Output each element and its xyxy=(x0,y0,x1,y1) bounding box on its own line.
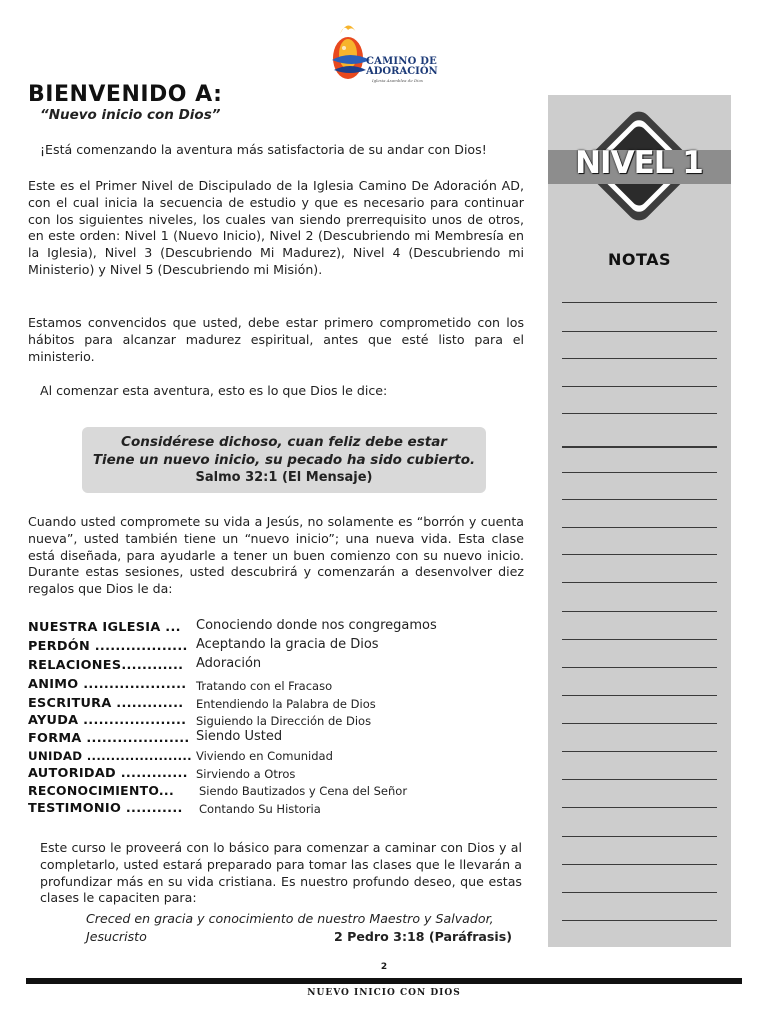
paragraph-god-says: Al comenzar esta aventura, esto es lo que Dios le dice: xyxy=(40,383,388,398)
logo-tagline: Iglesia Asamblea de Dios xyxy=(372,78,423,83)
page-subtitle: “Nuevo inicio con Dios” xyxy=(40,107,221,123)
gift-name: FORMA .................... xyxy=(28,731,190,746)
page-title: BIENVENIDO A: xyxy=(28,82,223,107)
note-line xyxy=(562,527,717,528)
scripture-line-2: Jesucristo xyxy=(86,928,147,944)
gift-description: Siguiendo la Dirección de Dios xyxy=(196,714,372,728)
gift-description: Conociendo donde nos congregamos xyxy=(196,618,437,633)
note-line xyxy=(562,779,717,780)
note-line xyxy=(562,864,717,865)
gift-name: ESCRITURA ............. xyxy=(28,696,184,711)
paragraph-levels: Este es el Primer Nivel de Discipulado de la Iglesia Camino De Adoración AD, con el cual inicia la secuencia de estudio y que es necesario para continuar con los siguientes niveles, los cuales van siendo prerrequisito unos de otros, en este orden: Nivel 1 (Nuevo Inicio), Nivel 2 (Descubriendo mi Membresía en la Iglesia), Nivel 3 (Descubriendo Mi Madurez), Nivel 4 (Descubriendo mi Ministerio) y Nivel 5 (Descubriendo mi Misión). xyxy=(28,178,524,277)
gift-description: Siendo Bautizados y Cena del Señor xyxy=(199,784,408,798)
page-number: 2 xyxy=(380,962,388,972)
gift-name: UNIDAD ...................... xyxy=(28,749,192,763)
note-line xyxy=(562,639,717,640)
note-line xyxy=(562,554,717,555)
footer-divider xyxy=(26,978,742,984)
gift-name: PERDÓN .................. xyxy=(28,639,188,654)
footer-title: NUEVO INICIO CON DIOS xyxy=(307,988,461,998)
gift-description: Viviendo en Comunidad xyxy=(196,749,333,763)
quote-line-2: Tiene un nuevo inicio, su pecado ha sido cubierto. xyxy=(92,452,476,468)
note-line xyxy=(562,582,717,583)
gift-name: AUTORIDAD ............. xyxy=(28,766,188,781)
scripture-reference: 2 Pedro 3:18 (Paráfrasis) xyxy=(334,929,512,944)
note-line xyxy=(562,836,717,837)
note-line xyxy=(562,358,717,359)
note-line xyxy=(562,667,717,668)
gift-name: RELACIONES............ xyxy=(28,658,184,673)
note-line xyxy=(562,472,717,473)
gift-description: Contando Su Historia xyxy=(199,802,321,816)
notes-title: NOTAS xyxy=(607,250,672,269)
gift-description: Siendo Usted xyxy=(196,729,283,744)
note-line xyxy=(562,302,717,303)
gift-description: Aceptando la gracia de Dios xyxy=(196,637,379,652)
gift-description: Tratando con el Fracaso xyxy=(196,679,333,693)
note-line xyxy=(562,413,717,414)
note-line xyxy=(562,920,717,921)
gift-name: ANIMO .................... xyxy=(28,677,187,692)
paragraph-commitment: Estamos convencidos que usted, debe estar primero comprometido con los hábitos para alcanzar madurez espiritual, antes que esté listo para el ministerio. xyxy=(28,315,524,364)
scripture-line-1: Creced en gracia y conocimiento de nuestro Maestro y Salvador, xyxy=(86,911,494,926)
gift-name: NUESTRA IGLESIA ... xyxy=(28,620,181,635)
gift-name: AYUDA .................... xyxy=(28,713,187,728)
gift-name: RECONOCIMIENTO... xyxy=(28,783,174,798)
note-line xyxy=(562,386,717,387)
note-line xyxy=(562,807,717,808)
note-line xyxy=(562,751,717,752)
note-line xyxy=(562,499,717,500)
note-line xyxy=(562,446,717,448)
logo-name-line1: CAMINO DE xyxy=(366,56,437,67)
intro-text: ¡Está comenzando la aventura más satisfactoria de su andar con Dios! xyxy=(40,142,487,157)
quote-line-1: Considérese dichoso, cuan feliz debe estar xyxy=(121,434,447,450)
gift-name: TESTIMONIO ........... xyxy=(28,801,183,816)
level-badge: NIVEL 1 xyxy=(575,145,703,181)
paragraph-gifts-intro: Cuando usted compromete su vida a Jesús, no solamente es “borrón y cuenta nueva”, usted también tiene un “nuevo inicio”; una nueva vida. Esta clase está diseñada, para ayudarle a tener un buen comienzo con su nuevo inicio. Durante estas sesiones, usted descubrirá y comenzarán a desenvolver diez regalos que Dios le da: xyxy=(28,514,524,597)
note-line xyxy=(562,331,717,332)
note-line xyxy=(562,892,717,893)
note-line xyxy=(562,695,717,696)
logo-name-line2: ADORACIÓN xyxy=(366,66,438,77)
paragraph-closing: Este curso le proveerá con lo básico para comenzar a caminar con Dios y al completarlo, usted estará preparado para tomar las clases que le llevarán a profundizar más en su vida cristiana. Es nuestro profundo deseo, que estas clases le capaciten para: xyxy=(40,840,522,906)
note-line xyxy=(562,723,717,724)
gift-description: Adoración xyxy=(196,656,262,671)
gift-description: Entendiendo la Palabra de Dios xyxy=(196,697,376,711)
quote-reference: Salmo 32:1 (El Mensaje) xyxy=(195,470,373,485)
gift-description: Sirviendo a Otros xyxy=(196,767,296,781)
note-line xyxy=(562,611,717,612)
